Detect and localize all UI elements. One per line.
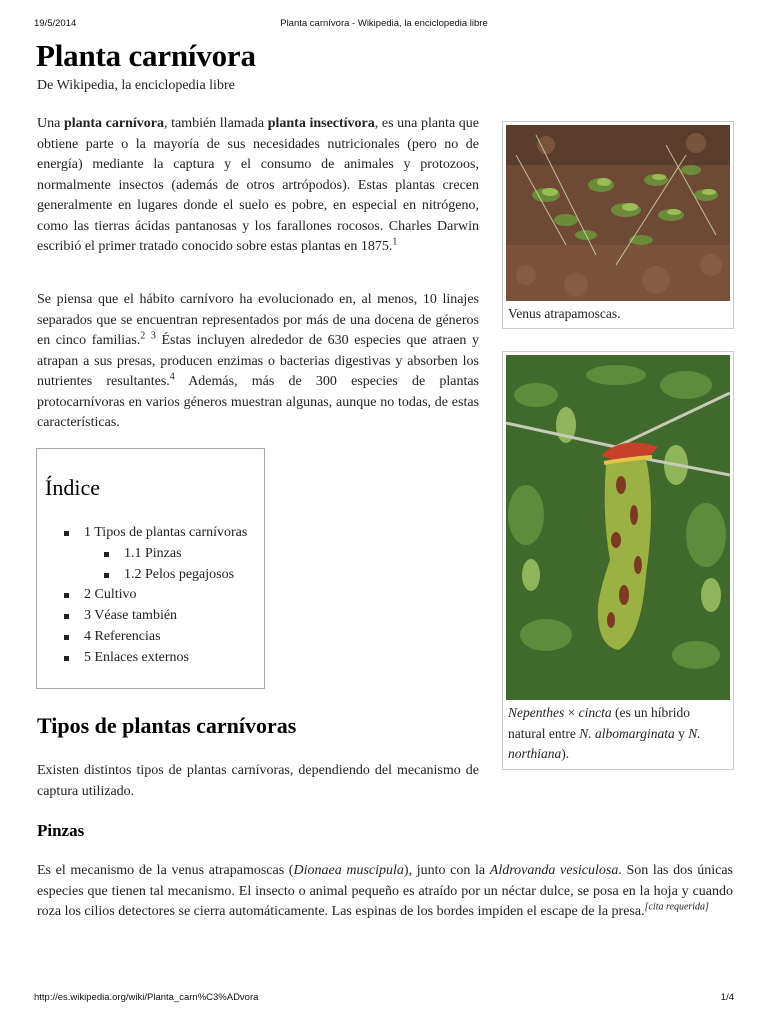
venus-flytrap-image[interactable] bbox=[506, 125, 730, 301]
reference-link[interactable]: 3 bbox=[150, 330, 156, 342]
print-header bbox=[34, 18, 734, 32]
toc-heading: Índice bbox=[45, 475, 100, 500]
section-heading-tipos: Tipos de plantas carnívoras bbox=[37, 713, 297, 738]
term-planta-insectivora: planta insectívora bbox=[267, 116, 375, 131]
toc-list bbox=[61, 523, 247, 669]
toc-item-referencias[interactable]: 4 Referencias bbox=[61, 627, 247, 648]
nepenthes-image[interactable] bbox=[506, 355, 730, 700]
subsection-heading-pinzas: Pinzas bbox=[37, 821, 85, 840]
reference-link[interactable]: 2 bbox=[140, 330, 146, 342]
toc-item-cultivo[interactable]: 2 Cultivo bbox=[61, 585, 247, 606]
thumb-caption-2: Nepenthes × cincta (es un híbrido natural entre N. albomarginata y N. northiana). bbox=[508, 705, 701, 761]
toc-item-tipos[interactable]: 1 Tipos de plantas carnívoras bbox=[61, 523, 247, 544]
print-title: Planta carnívora - Wikipedia, la enciclopedia libre bbox=[280, 18, 488, 29]
page-number: 1/4 bbox=[720, 992, 734, 1003]
table-of-contents bbox=[36, 448, 265, 689]
reference-link[interactable]: 4 bbox=[169, 371, 175, 383]
print-url: http://es.wikipedia.org/wiki/Planta_carn%C3%ADvora bbox=[34, 992, 259, 1003]
toc-item-pelos[interactable]: 1.2 Pelos pegajosos bbox=[61, 565, 247, 586]
print-date: 19/5/2014 bbox=[34, 18, 77, 29]
print-footer bbox=[34, 992, 734, 1006]
citation-needed-link[interactable]: [cita requerida] bbox=[644, 901, 709, 913]
page-title: Planta carnívora bbox=[36, 38, 256, 73]
thumb-venus-flytrap bbox=[502, 121, 734, 329]
intro-paragraph-1: Una planta carnívora, también llamada planta insectívora, es una planta que obtiene parte o la mayoría de sus necesidades nutricionales (pero no de energía) mediante la captura y el consumo de animales y protozoos, normalmente insectos (además de otros artrópodos). Estas plantas crecen generalmente en lugares donde el suelo es pobre, en especial en nitrógeno, como las tierras ácidas pantanosas y los farallones rocosos. Charles Darwin escribió el primer tratado conocido sobre estas plantas en 1875.$^1$ bbox=[37, 116, 479, 254]
page-subtitle: De Wikipedia, la enciclopedia libre bbox=[37, 78, 235, 93]
toc-item-vease[interactable]: 3 Véase también bbox=[61, 606, 247, 627]
paragraph-pinzas: Es el mecanismo de la venus atrapamoscas (Dionaea muscipula), junto con la Aldrovanda vesiculosa. Son las dos únicas especies que tienen tal mecanismo. El insecto o animal pequeño es atraído por un néctar dulce, se posa en la hoja y cuando roza los cilios detectores se cierra automáticamente. Las espinas de los bordes impiden el escape de la presa.[cita requerida] bbox=[37, 863, 734, 919]
thumb-nepenthes bbox=[502, 351, 734, 770]
toc-item-enlaces[interactable]: 5 Enlaces externos bbox=[61, 648, 247, 669]
reference-link[interactable]: 1 bbox=[392, 236, 398, 248]
toc-item-pinzas[interactable]: 1.1 Pinzas bbox=[61, 544, 247, 565]
term-planta-carnivora: planta carnívora bbox=[63, 116, 164, 131]
intro-paragraph-2: Se piensa que el hábito carnívoro ha evolucionado en, al menos, 10 linajes separados que se encuentran representados por más de una docena de géneros en cinco familias.$^2$ $^3$ Éstas incluyen alrededor de 630 especies que atraen y atrapan a sus presas, producen enzimas o bacterias digestivas y absorben los nutrientes resultantes.$^4$ Además, más de 300 especies de plantas protocarnívoras en varios géneros muestran algunas, aunque no todas, de estas características. bbox=[37, 292, 480, 430]
thumb-caption-1: Venus atrapamoscas. bbox=[508, 306, 621, 321]
section-paragraph-tipos: Existen distintos tipos de plantas carnívoras, dependiendo del mecanismo de captura utilizado. bbox=[37, 763, 479, 799]
